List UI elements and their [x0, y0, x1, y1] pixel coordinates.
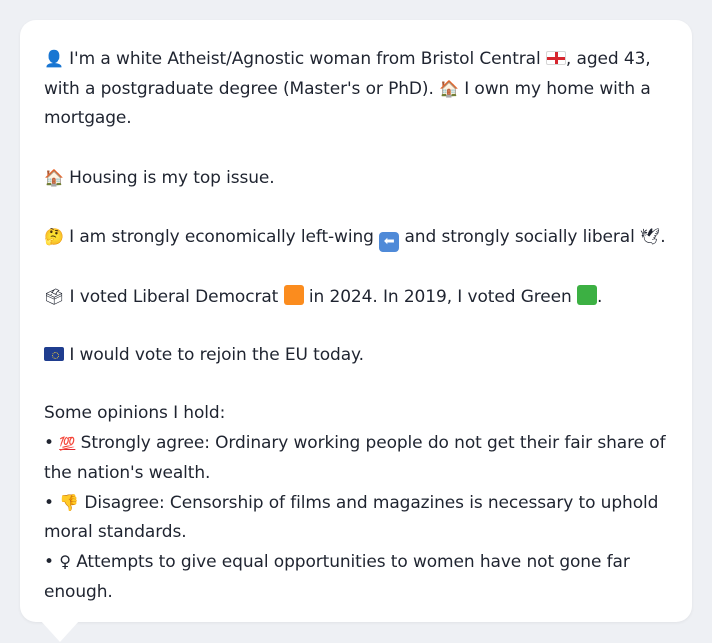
eu-flag-icon: [44, 347, 64, 361]
eu-paragraph: I would vote to rejoin the EU today.: [44, 341, 674, 370]
opinions-section: Some opinions I hold: • 💯 Strongly agree: Ordinary working people do not get their fair share of the nation's wealth. • 👎 Disagree: Censorship of films and magazines is necessary to uphold moral standards. • ♀ Attempts to give equal opportunities to women have not gone far enough.: [44, 399, 674, 606]
speech-bubble-tail: [40, 620, 80, 642]
house-icon: 🏠: [439, 79, 459, 99]
person-icon: 👤: [44, 49, 64, 68]
thinking-face-icon: 🤔: [44, 227, 64, 247]
housing-paragraph: 🏠 Housing is my top issue.: [44, 167, 275, 188]
persona-text: [44, 44, 674, 607]
hundred-points-icon: 💯: [59, 436, 76, 452]
ideology-paragraph: 🤔 I am strongly economically left-wing ⬅ and strongly socially liberal 🕊.: [44, 222, 674, 252]
opinion-item: • 💯 Strongly agree: Ordinary working people do not get their fair share of: [44, 432, 666, 453]
left-arrow-icon: ⬅: [379, 232, 399, 252]
thumbs-down-icon: 👎: [59, 492, 80, 512]
female-sign-icon: ♀: [59, 552, 71, 572]
dove-icon: 🕊: [640, 227, 661, 247]
opinions-heading: Some opinions I hold:: [44, 403, 226, 424]
vote-paragraph: 🗳 I voted Liberal Democrat in 2024. In 2019, I voted Green .: [44, 286, 603, 307]
opinion-item: • ♀ Attempts to give equal opportunities to women have not gone far: [44, 552, 630, 573]
orange-square-icon: [284, 285, 304, 305]
ballot-box-icon: 🗳: [44, 286, 65, 306]
house-icon: 🏠: [44, 167, 64, 187]
opinion-item: • 👎 Disagree: Censorship of films and magazines is necessary to uphold: [44, 492, 659, 513]
green-square-icon: [577, 285, 597, 305]
england-flag-icon: [546, 51, 566, 65]
profile-paragraph: 👤 I'm a white Atheist/Agnostic woman from Bristol Central , aged 43, with a postgraduate degree (Master's or PhD). 🏠 I own my home with a mortgage.: [44, 49, 651, 129]
